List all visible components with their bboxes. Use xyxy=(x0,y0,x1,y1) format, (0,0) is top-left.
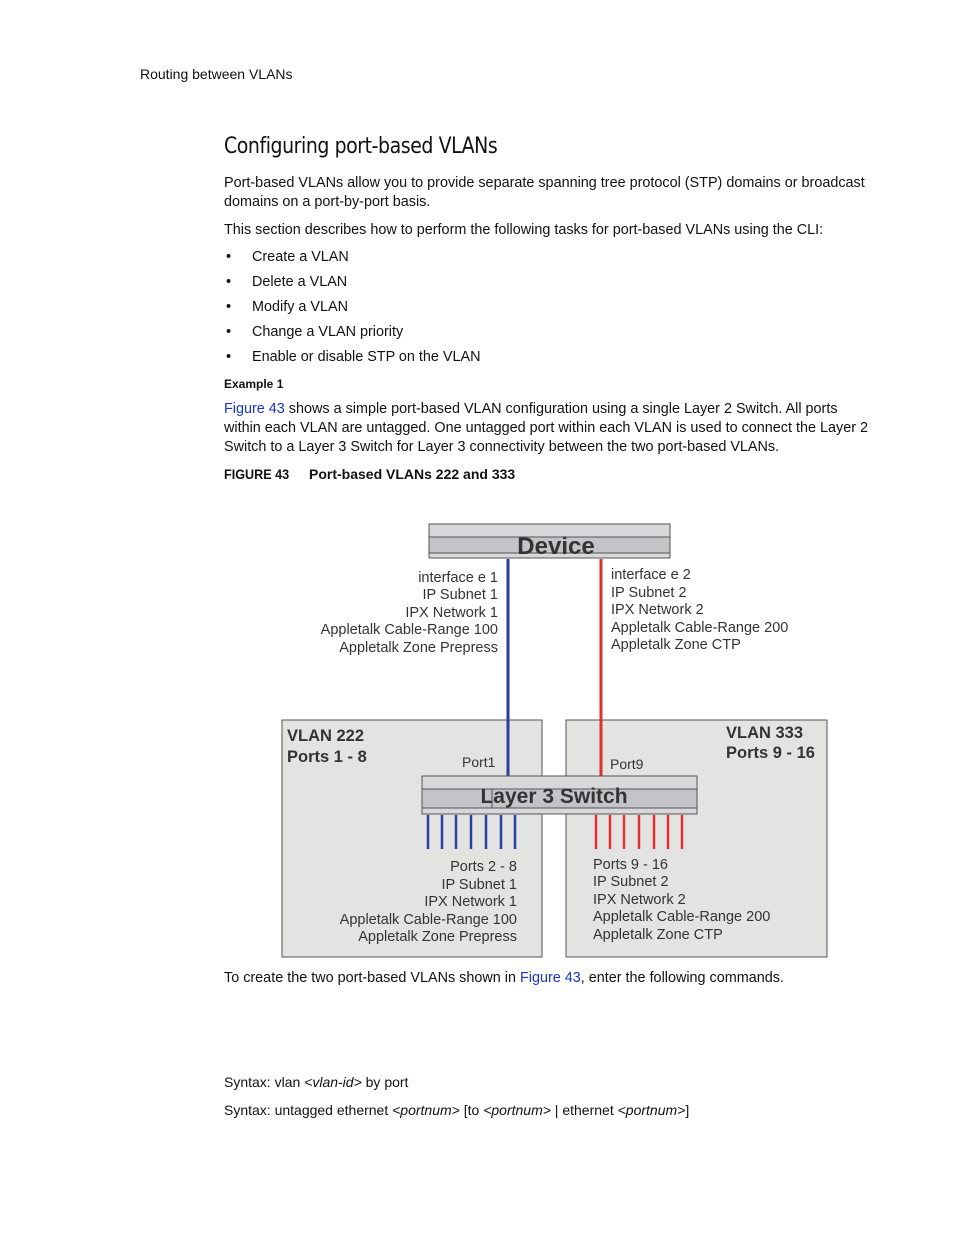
vlan333-ports: Ports 9 - 16 xyxy=(726,744,815,762)
example-label: Example 1 xyxy=(224,377,284,391)
vlan333-port-lines xyxy=(596,815,682,849)
example-paragraph: Figure 43 shows a simple port-based VLAN configuration using a single Layer 2 Switch. All ports within each VLAN are untagged. One untagged port within each VLAN is used to connect the Layer 2 Switch to a Layer 3 Switch for Layer 3 connectivity between the two port-based VLANs. xyxy=(224,401,868,455)
vlan222-port-lines xyxy=(428,815,515,849)
vlan222-name: VLAN 222 xyxy=(287,727,365,745)
iface2-line: IPX Network 2 xyxy=(611,602,704,618)
port1-label: Port1 xyxy=(462,754,496,770)
layer3-switch xyxy=(422,776,697,814)
port9-label: Port9 xyxy=(610,756,644,772)
vlan222-ports: Ports 1 - 8 xyxy=(287,748,367,766)
intro-paragraph: Port-based VLANs allow you to provide separate spanning tree protocol (STP) domains or broadcast domains on a port-by-port basis. xyxy=(224,175,865,210)
ports222-line: IP Subnet 1 xyxy=(441,877,517,893)
ports222-line: IPX Network 1 xyxy=(424,894,517,910)
commands-intro: To create the two port-based VLANs shown in Figure 43, enter the following commands. xyxy=(224,970,784,986)
syntax-vlan: Syntax: vlan <vlan-id> by port xyxy=(224,1074,409,1090)
device-label: Device xyxy=(517,533,595,560)
iface1-line: IPX Network 1 xyxy=(405,605,498,621)
vlan333-name: VLAN 333 xyxy=(726,724,804,742)
iface1-line: Appletalk Cable-Range 100 xyxy=(320,622,498,638)
ports333-line: IP Subnet 2 xyxy=(593,874,669,890)
ports222-line: Appletalk Zone Prepress xyxy=(358,929,517,945)
iface2-info xyxy=(611,567,788,653)
ports222-line: Ports 2 - 8 xyxy=(450,859,517,875)
iface2-line: interface e 2 xyxy=(611,567,691,583)
figure-title: Port-based VLANs 222 and 333 xyxy=(309,466,516,482)
figure-number: FIGURE 43 xyxy=(224,466,290,482)
tasks-lead: This section describes how to perform the following tasks for port-based VLANs using the CLI: xyxy=(224,222,824,238)
iface1-line: IP Subnet 1 xyxy=(422,587,498,603)
device-box xyxy=(429,524,670,560)
syntax-untagged: Syntax: untagged ethernet <portnum> [to <portnum> | ethernet <portnum>] xyxy=(224,1102,690,1118)
iface1-line: interface e 1 xyxy=(418,570,498,586)
switch-label: Layer 3 Switch xyxy=(480,785,628,808)
ports333-line: Appletalk Zone CTP xyxy=(593,927,723,943)
ports333-line: Appletalk Cable-Range 200 xyxy=(593,909,771,925)
iface2-line: Appletalk Cable-Range 200 xyxy=(611,620,789,636)
section-title: Configuring port-based VLANs xyxy=(224,134,498,159)
ports222-line: Appletalk Cable-Range 100 xyxy=(339,912,517,928)
iface1-line: Appletalk Zone Prepress xyxy=(339,640,498,656)
ports333-line: IPX Network 2 xyxy=(593,892,686,908)
iface2-line: IP Subnet 2 xyxy=(611,585,687,601)
figure-link[interactable]: Figure 43 xyxy=(519,970,581,986)
running-head: Routing between VLANs xyxy=(140,66,293,82)
iface1-info xyxy=(321,570,498,656)
ports333-line: Ports 9 - 16 xyxy=(593,857,668,873)
iface2-line: Appletalk Zone CTP xyxy=(611,637,741,653)
figure-link[interactable]: Figure 43 xyxy=(224,401,285,417)
